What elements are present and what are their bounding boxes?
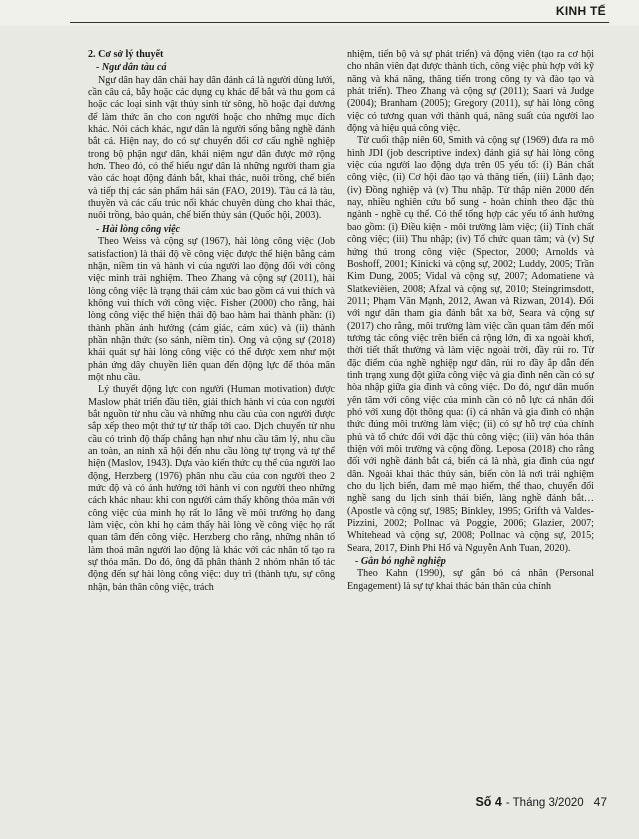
left-column <box>88 48 335 594</box>
paragraph: Theo Weiss và cộng sự (1967), hài lòng công việc (Job satisfaction) là thái độ về công việc được thể hiện bằng cảm nhận, niềm tin và hành vi của người lao động đối với công việc mình trải nghiệm. Theo Zhang và cộng sự (2011), hài lòng công việc là trạng thái cảm xúc bao gồm cả vui thích và không vui thích với công việc. Fisher (2000) cho rằng, hài lòng công việc thể hiện thái độ bao hàm hai thành phần: (i) thành phần ảnh hưởng (cảm giác, cảm xúc) và (ii) thành phần nhận thức (so sánh, niềm tin). Ong và cộng sự (2018) khái quát sự hài lòng công việc có thể được xem như một phản ứng dây chuyền liên quan đến động lực để thỏa mãn một nhu cầu. <box>88 236 335 383</box>
subheading-fishermen: - Ngư dân tàu cá <box>96 62 167 74</box>
paragraph-continued: nhiệm, tiến bộ và sự phát triển) và động viên (tạo ra cơ hội cho nhân viên đạt được thành tích, công việc phù hợp với kỹ năng và khả năng, thăng tiến trong công ty và đào tạo và phát triển). Theo Zhang và cộng sự (2011); Saari và Judge (2004); Branham (2005); Gregory (2011), sự hài lòng công việc có tương quan với thành quả, năng suất của người lao động và hiệu quả công việc. <box>347 49 594 135</box>
section-title: KINH TẾ <box>555 4 606 18</box>
header-rule <box>70 22 609 23</box>
subheading-job-satisfaction: - Hài lòng công việc <box>96 223 181 235</box>
paragraph: Lý thuyết động lực con người (Human motivation) được Maslow phát triển đầu tiên, giải thích hành vi của con người bắt nguồn từ nhu cầu và những nhu cầu của con người được sắp xếp theo một thứ tự từ thấp tới cao. Dịch chuyển từ nhu cầu có trình độ thấp chẳng hạn như nhu cầu tâm lý, nhu cầu an toàn, an ninh xã hội đến nhu cầu lòng tự trọng và tự thể hiện (Maslov, 1943). Dựa vào kiến thức cụ thể của người lao động, Herzberg (1976) phân nhu cầu của con người theo 2 mức độ và có ảnh hưởng tới hành vi con người theo những cách khác nhau: khi con người cảm thấy không thỏa mãn với công việc của mình họ rất lo lắng về môi trường họ đang làm việc, còn khi họ cảm thấy hài lòng về công việc họ rất quan tâm đến công việc. Herzberg cho rằng, những nhân tố làm thoả mãn người lao động là khác với các nhân tố tạo ra sự thỏa mãn. Do đó, ông đã phân thành 2 nhóm nhân tố tác động đến sự hài lòng công việc: duy trì (thành tựu, sự công nhận, bản thân công việc, trách <box>88 384 335 593</box>
paragraph: Từ cuối thập niên 60, Smith và cộng sự (1969) đưa ra mô hình JDI (job descriptive index) đánh giá sự hài lòng công việc của người lao động dựa trên 05 yếu tố: (i) Bản chất công việc, (ii) Cơ hội đào tạo và thăng tiến, (iii) Lãnh đạo; (iv) Đồng nghiệp và (v) Thu nhập. Từ thập niên 2000 đến nay, nhiều nghiên cứu bổ sung - hoàn chỉnh theo đặc thù ngành - nghề cụ thể. Có thể tổng hợp các yếu tố ảnh hưởng bao gồm: (i) Điều kiện - môi trường làm việc; (ii) Tính chất công việc; (iii) Thu nhập; (iv) Tổ chức quan tâm; và (v) Sự hứng thú trong công việc (Spector, 2000; Arnolds và Boshoff, 2001; Kinicki và cộng sự, 2002; Luddy, 2005; Trần Kim Dung, 2005; Vidal và cộng sự, 2007; Adomatiene và Slatkevièien, 2008; Afzal và cộng sự, 2010; Steingrimsdott, 2011; Phạm Văn Mạnh, 2012, Awan và Rizwan, 2014). Đối với ngư dân tham gia đánh bắt xa bờ, Seara và cộng sự (2017) cho rằng, môi trường làm việc cần quan tâm đến mối tương tác công việc trên biển cả rộng lớn, đi xa ngoài khơi, thời tiết thất thường và làm việc ngoài trời, đầy rủi ro. Từ đặc điểm của nghề nghiệp ngư dân, rủi ro đầy ắp dẫn đến tình trạng xung đột giữa công việc và gia đình nên cần có sự hòa nhập giữa gia đình và công việc. Do đó, ngư dân muốn yên tâm với công việc của mình cần có nỗ lực cá nhân đối phó với xung đột thông qua: (i) cá nhân và gia đình có nhận thức đúng môi trường làm việc; (ii) có sự hỗ trợ của chính phủ và tổ chức đối với đặc thù công việc; (iii) văn hóa thân thiện với môi trường và cộng đồng. Leposa (2018) cho rằng đối với nghề đánh bắt cá, biển cả là nhà, gia đình của ngư dân. Ngoài khai thác thủy sản, biển còn là nơi trải nghiệm cho du lịch biển, đam mê mạo hiểm, thể thao, chuyển đổi nghề sang du lịch sinh thái biển, làng nghề đánh bắt… (Apostle và cộng sự, 1985; Binkley, 1995; Grifth và Valdes-Pizzini, 2002; Pollnac và Poggie, 2006; Glazier, 2007; Whitehead và cộng sự, 2008; Pollnac và cộng sự, 2015; Seara, 2017, Đinh Phi Hổ và Nguyễn Anh Tuan, 2020). <box>347 135 594 554</box>
page-number: 47 <box>593 795 607 809</box>
right-column <box>347 49 594 593</box>
section-heading: 2. Cơ sở lý thuyết <box>88 49 164 60</box>
page-header <box>0 0 639 26</box>
subheading-career-attachment: - Gắn bó nghề nghiệp <box>355 556 446 568</box>
issue-date: - Tháng 3/2020 <box>505 797 584 809</box>
issue-number: Số 4 <box>475 795 502 809</box>
paragraph: Theo Kahn (1990), sự gắn bó cá nhân (Personal Engagement) là sự tự khai thác bản thân của chính <box>347 568 594 592</box>
page-footer <box>475 795 607 809</box>
paragraph: Ngư dân hay dân chài hay dân đánh cá là người dùng lưới, cần câu cá, bẫy hoặc các dụng cụ khác để bắt và thu gom cá hoặc các loại sinh vật thủy sinh từ sông, hồ hoặc đại dương để làm thức ăn cho con người hoặc cho những mục đích khác. Nói cách khác, ngư dân là người sống bằng nghề đánh bắt cá. Hiện nay, do có sự chuyển đổi cơ cấu nghề nghiệp trong bộ phận ngư dân, khái niệm ngư dân được mở rộng hơn. Theo đó, có thể hiểu ngư dân là những người tham gia vào các hoạt động đánh bắt, khai thác, nuôi trồng, chế biến và tiếp thị các sản phẩm hải sản (FAO, 2019). Tàu cá là tàu, thuyền và các cấu trúc nổi khác chuyên dùng cho khai thác, nuôi trồng, bảo quản, chế biến thủy sản (Quốc hội, 2003). <box>88 74 335 222</box>
